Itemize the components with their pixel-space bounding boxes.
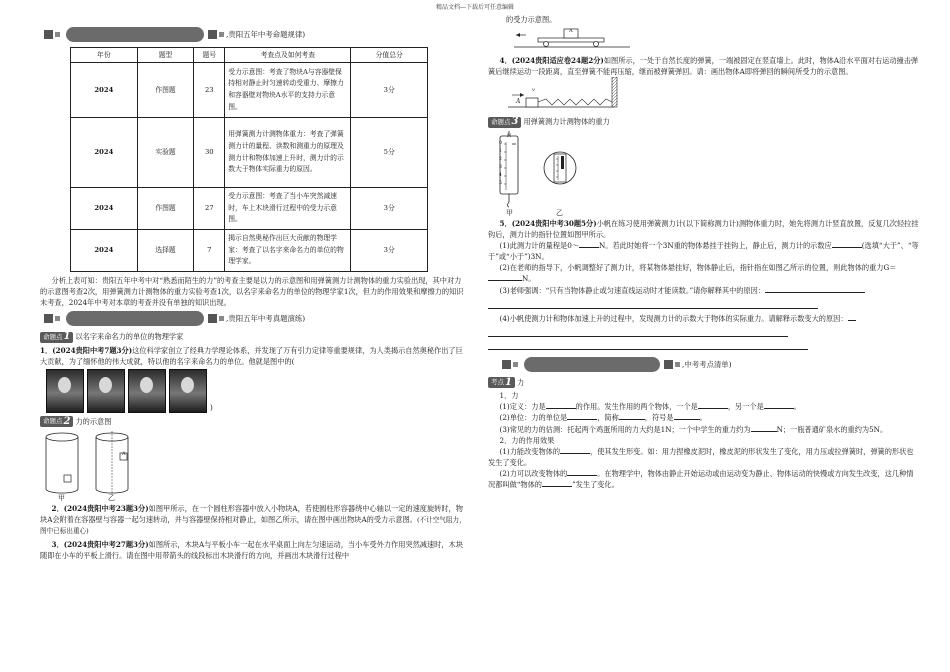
answer-line[interactable] <box>488 326 788 337</box>
spring-scale-diagram <box>496 130 596 208</box>
table-header: 分值总分 <box>351 48 428 63</box>
point-title: 以名字来命名力的单位的物理学家 <box>75 332 184 342</box>
cylinder-figures <box>40 429 468 503</box>
cell-year: 2024 <box>71 230 138 272</box>
table-header: 考查点及如何考查 <box>225 48 351 63</box>
scientist-portrait <box>87 369 125 413</box>
exam-rules-table <box>70 47 428 272</box>
banner-title: ,贵阳五年中考真题演练) <box>226 314 306 324</box>
item-estimate: (3)常见的力的估测：托起两个鸡蛋所用的力大约是1N；一个中学生的重力约为 N；一瓶普通矿泉水的重约为5N。 <box>499 424 888 434</box>
point-tag: 考点 1 <box>488 377 515 388</box>
cell-year: 2024 <box>71 118 138 188</box>
page-header-note: 精品文档---下载后可任意编辑 <box>435 4 515 11</box>
banner-square-icon <box>55 32 60 37</box>
cell-year: 2024 <box>71 63 138 118</box>
cylinder-diagram <box>40 429 160 503</box>
item-effect-2: (2)力可以改变物体的 。在物理学中，物体由静止开始运动或由运动变为静止、物体运动的快慢或方向发生改变，这几种情况都叫做“物体的 ”发生了变化。 <box>488 469 914 490</box>
answer-line[interactable] <box>488 339 808 350</box>
banner-square-icon <box>502 360 511 369</box>
cell-type: 作图题 <box>137 63 194 118</box>
scientist-portrait <box>46 369 84 413</box>
question-1: 1．(2024贵阳中考7题3分)这位科学家创立了经典力学理论体系，并发现了万有引力定律等重要规律，为人类揭示自然奥秘作出了巨大贡献，为了缅怀他的伟大成就，特以他的名字来命名力的单位。他就是图中的( <box>40 345 463 366</box>
banner-square-icon <box>664 360 673 369</box>
analysis-paragraph: 分析上表可知：贵阳五年中考中对“熟悉而陌生的力”的考查主要是以力的示意图和用弹簧测力计测物体的重力实验出现，其中对力的示意图考查2次，用弹簧测力计测物体的重力实验考查1次，以名字来命名力的单位的物理学家1次，但力的作用效果和摩擦力的知识未考查，2024年中考对本章的考查并没有单独的知识出现。 <box>40 276 464 308</box>
point-title: 用弹簧测力计测物体的重力 <box>523 117 610 127</box>
banner-square-icon <box>513 362 518 367</box>
table-header-row <box>71 48 428 63</box>
spring-figure <box>488 77 920 113</box>
question-3-continued: 的受力示意图。 <box>506 15 557 24</box>
question-5-part-2: (2)在老师的指导下，小帆调整好了测力计，将某物体悬挂好，物体静止后，指针指在如图乙所示的位置，则此物体的重力G＝N。 <box>488 262 920 284</box>
banner-square-icon <box>219 316 224 321</box>
question-5-part-3: (3)老师强调：“只有当物体静止或匀速直线运动时才能读数。”请你解释其中的原因： <box>488 285 920 296</box>
banner-square-icon <box>55 316 60 321</box>
cell-num: 27 <box>194 188 225 230</box>
right-column <box>488 14 920 490</box>
table-row <box>71 188 428 230</box>
cell-year: 2024 <box>71 188 138 230</box>
cart-figure <box>488 25 920 51</box>
point-tag: 命题点 2 <box>40 416 73 427</box>
section-banner-rules <box>40 26 468 43</box>
cell-num: 30 <box>194 118 225 188</box>
gauge-tick-labels: 0 1 2 3 4 5 <box>499 140 502 186</box>
banner-title: ,中考考点清单) <box>682 359 732 369</box>
point-title: 力的示意图 <box>75 416 112 426</box>
figure-label-b: 乙 <box>108 494 115 503</box>
cell-desc: 揭示自然奥秘作出巨大贡献的物理学家：考查了以名字来命名力的单位的物理学家。 <box>225 230 351 272</box>
cell-num: 7 <box>194 230 225 272</box>
banner-square-icon <box>44 30 53 39</box>
item-definition: (1)定义：力是 的作用。发生作用的两个物体，一个是 ，另一个是 。 <box>499 402 801 412</box>
banner-square-icon <box>44 314 53 323</box>
cell-desc: 用弹簧测力计测物体重力：考查了弹簧测力计的量程、读数和测重力的原理及测力计和物体加速上升时，测力计的示数大于物体实际重力的原因。 <box>225 118 351 188</box>
cell-num: 23 <box>194 63 225 118</box>
question-1-close: ) <box>210 402 213 412</box>
question-5-part-4: (4)小帆使测力计和物体加速上升的过程中，发现测力计的示数大于物体的实际重力。请解释示数变大的原因： <box>488 313 920 324</box>
banner-square-icon <box>208 314 217 323</box>
table-header: 年份 <box>71 48 138 63</box>
cell-score: 3分 <box>351 230 428 272</box>
point-tag: 命题点 3 <box>488 117 521 128</box>
velocity-label: v <box>532 87 535 94</box>
cell-score: 3分 <box>351 63 428 118</box>
answer-line[interactable] <box>488 298 818 309</box>
figure-label-a: 甲 <box>58 494 65 503</box>
spring-diagram <box>506 77 636 113</box>
cell-score: 3分 <box>351 188 428 230</box>
cell-type: 实验题 <box>137 118 194 188</box>
point3-heading <box>488 116 920 127</box>
banner-square-icon <box>219 32 224 37</box>
banner-bar <box>66 27 204 42</box>
question-2: 2．(2024贵阳中考23题3分)如图甲所示，在一个圆柱形容器中放入小物块A，若使圆柱形容器绕中心轴以一定的速度旋转时，物块A会附着在容器壁与容器一起匀速转动，并与容器壁保持相对静止，如图乙所示，请在图中画出物块A的受力示意图。(不计空气阻力，图中已标出重心) <box>40 504 466 536</box>
banner-title: ,贵阳五年中考命题规律) <box>226 29 306 39</box>
banner-bar <box>66 311 204 326</box>
cell-score: 5分 <box>351 118 428 188</box>
cart-block-label: A <box>569 28 573 35</box>
section-banner-checklist <box>488 356 920 373</box>
cell-desc: 受力示意图：考查了物块A与容器壁保持相对静止时匀速转动受重力、摩擦力和容器壁对物块A水平的支持力示意图。 <box>225 63 351 118</box>
banner-square-icon <box>208 30 217 39</box>
cell-type: 作图题 <box>137 188 194 230</box>
cell-desc: 受力示意图：考查了当小车突然减速时，车上木块滑行过程中的受力示意图。 <box>225 188 351 230</box>
scientist-portrait <box>128 369 166 413</box>
figure-label-a: 甲 <box>506 208 513 217</box>
point1-heading <box>40 331 468 342</box>
point-tag: 命题点 1 <box>40 332 73 343</box>
question-3: 3．(2024贵阳中考27题3分)如图所示，木块A与平板小车一起在水平桌面上向左匀速运动，当小车受外力作用突然减速时，木块随即在小车的平板上滑行。请在图中用带箭头的线段标出木块滑行的方向，并画出木块滑行过程中 <box>40 539 463 560</box>
figure-label-b: 乙 <box>556 208 563 217</box>
item-effect-1: (1)力能改变物体的 ，使其发生形变。如：用力捏橡皮泥时，橡皮泥的形状发生了变化，用力压或拉弹簧时，弹簧的形状也发生了变化。 <box>488 446 914 467</box>
table-header: 题型 <box>137 48 194 63</box>
table-row <box>71 118 428 188</box>
left-column <box>40 24 468 561</box>
table-row <box>71 230 428 272</box>
point-title: 力 <box>516 377 525 387</box>
banner-bar <box>524 357 660 372</box>
scientist-portrait <box>169 369 207 413</box>
section-banner-exercises <box>40 310 468 327</box>
question-4: 4．(2024贵阳适应卷24题2分)如图所示，一处于自然长度的弹簧，一端被固定在竖直墙上。此时，物体A沿水平面对右运动撞击弹簧后继续运动一段距离，直至弹簧不能再压缩，继而被弹簧弹回。请：画出物体A即将弹回的瞬间所受力的示意图。 <box>488 56 919 77</box>
section-2-title: 2．力的作用效果 <box>499 435 555 445</box>
question-5: 5．(2024贵阳中考30题5分)小帆在练习使用弹簧测力计(以下简称测力计)测物体重力时，她先将测力计竖直放置，反复几次轻拉挂钩后，测力计的指针位置如图甲所示。 <box>488 218 919 239</box>
cell-type: 选择题 <box>137 230 194 272</box>
table-row <box>71 63 428 118</box>
banner-square-icon <box>675 362 680 367</box>
section-1-title: 1．力 <box>499 391 519 401</box>
spring-scale-figures <box>488 130 920 218</box>
block-label: A <box>122 451 126 458</box>
question-5-part-1: (1)此测力计的量程是0～ N。若此时她将一个3N重的物体悬挂于挂钩上，静止后，测力计的示数应 (选填“大于”、“等于”或“小于”)3N。 <box>488 240 919 262</box>
point2-heading <box>40 416 468 427</box>
item-unit: (2)单位：力的单位是 ，简称 ，符号是 。 <box>499 413 707 423</box>
kp1-heading <box>488 377 920 388</box>
scientist-portraits <box>46 369 468 413</box>
table-header: 题号 <box>194 48 225 63</box>
spring-block-label: A <box>516 98 521 106</box>
gauge-unit: N <box>507 132 512 139</box>
